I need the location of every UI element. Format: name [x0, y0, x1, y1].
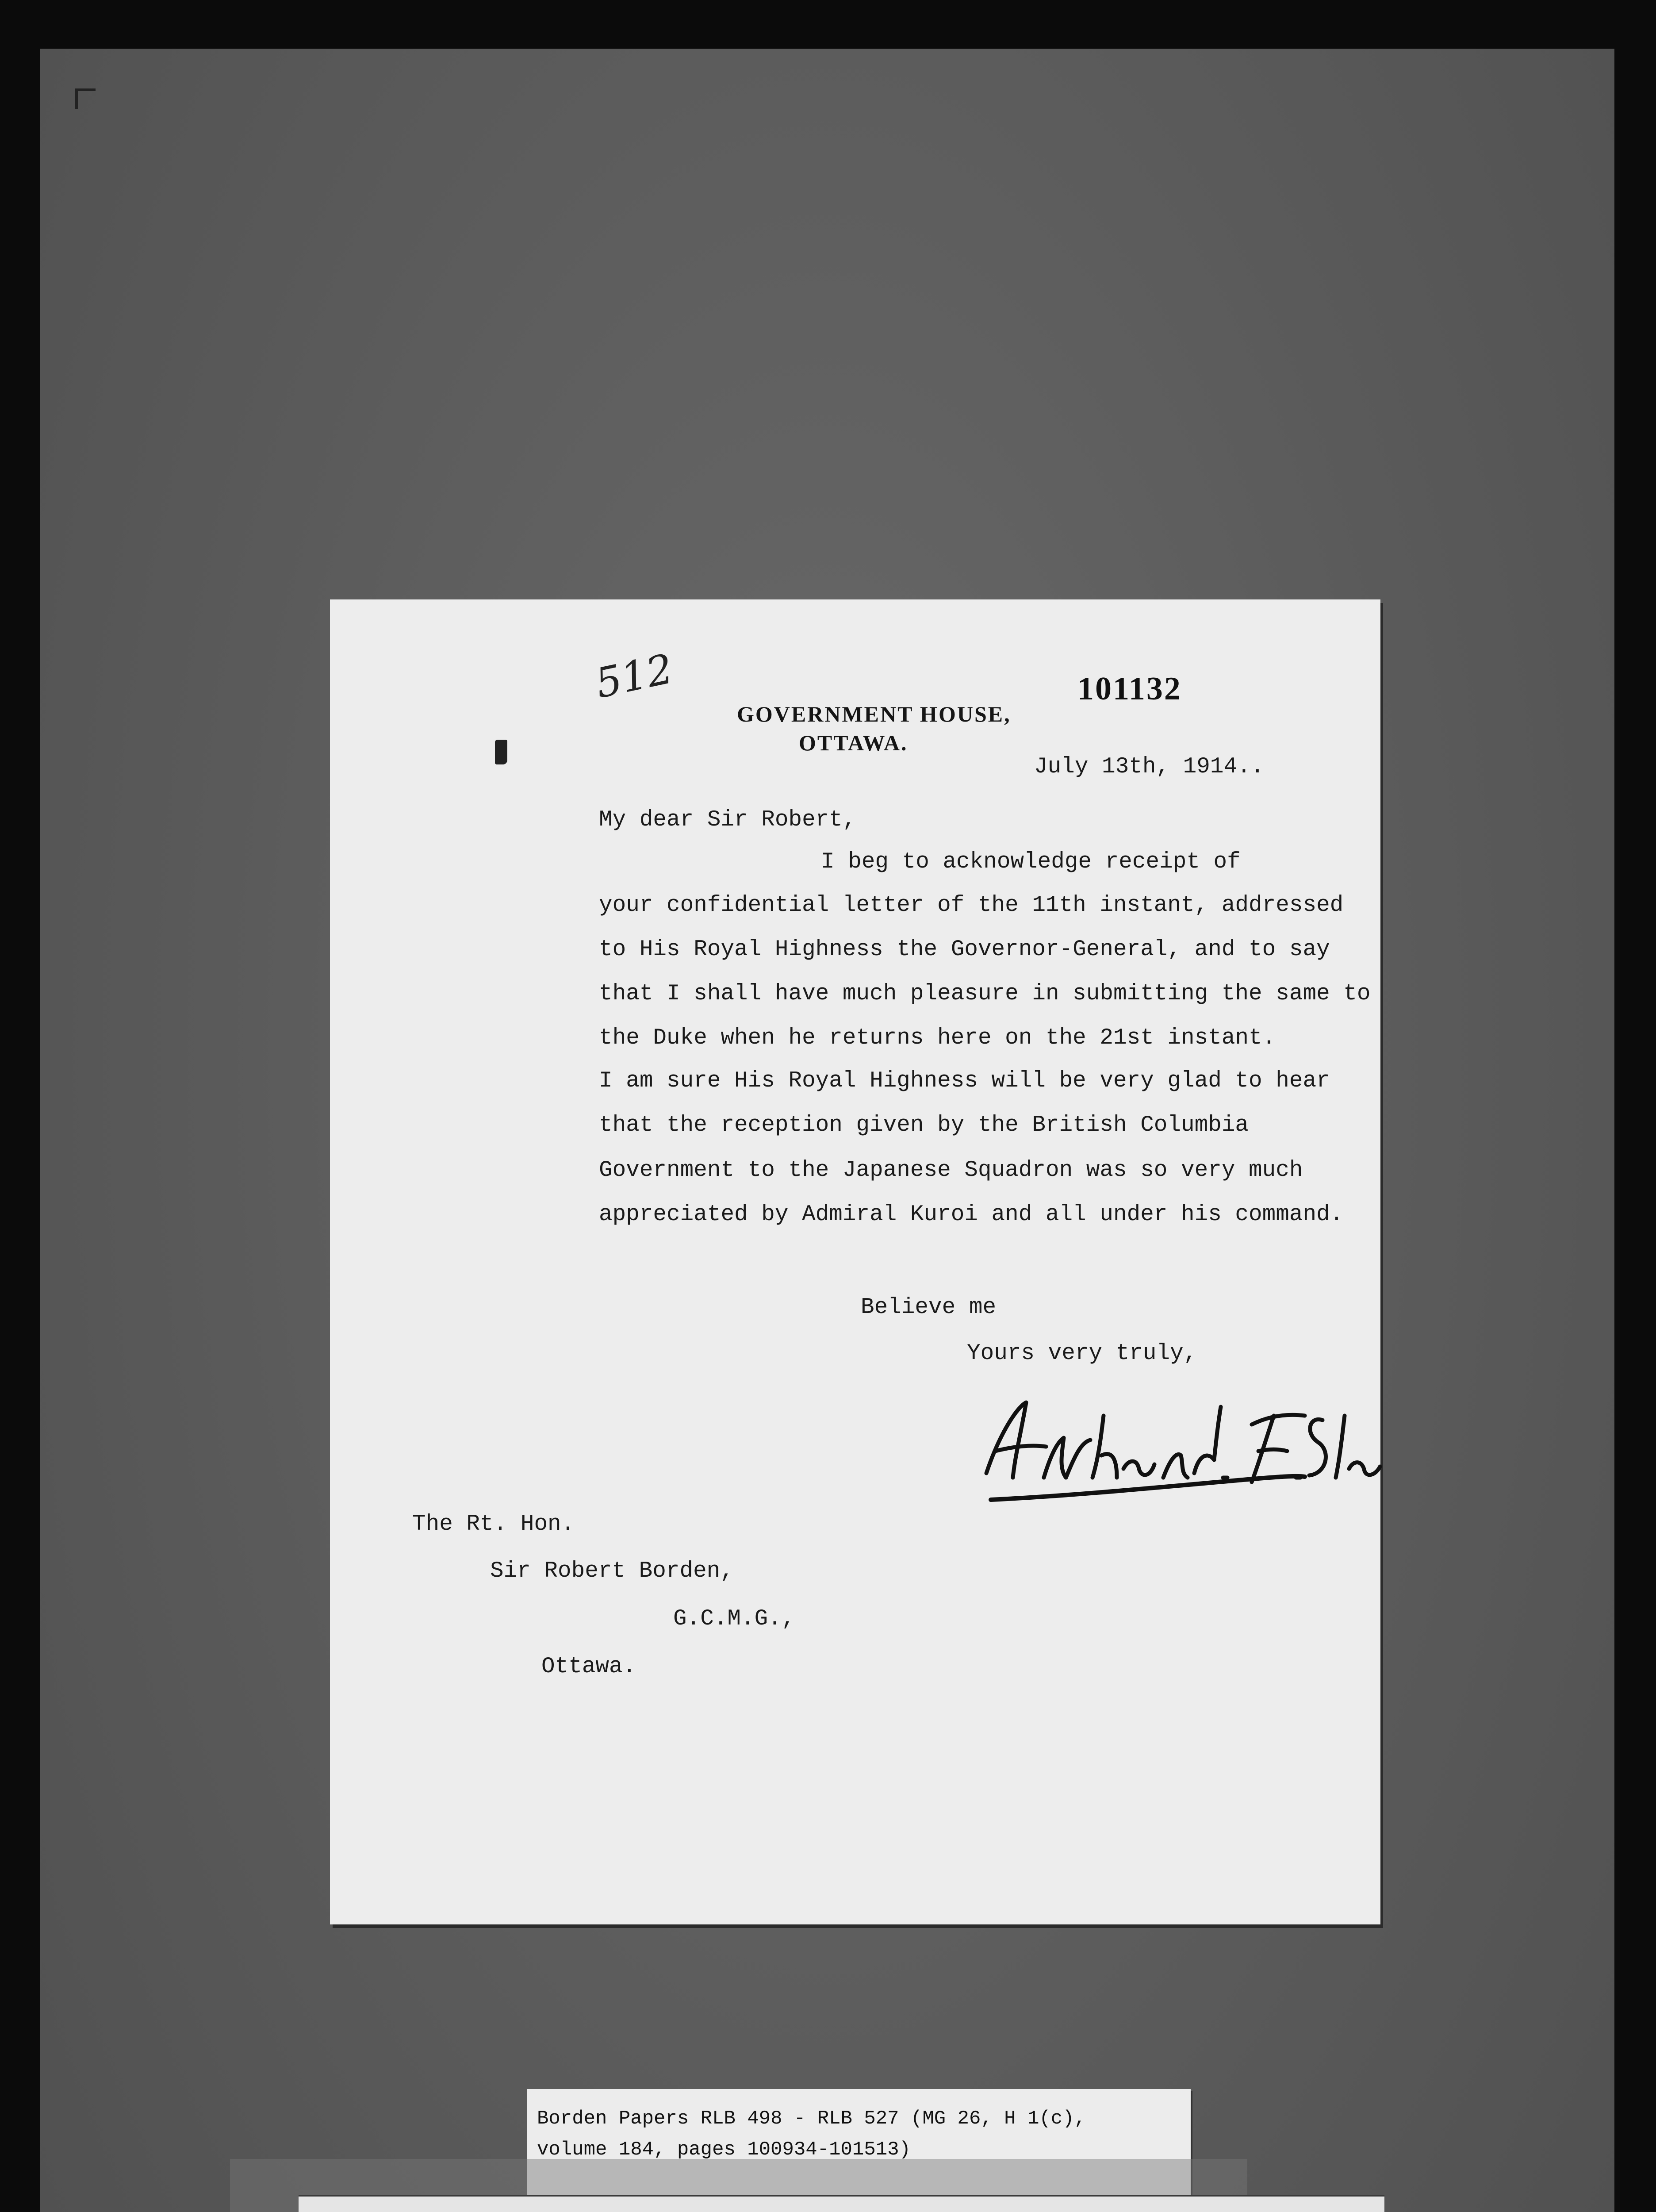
closing-yours-truly: Yours very truly, — [967, 1341, 1197, 1366]
body-line-3: to His Royal Highness the Governor-General, and to say — [599, 937, 1330, 962]
letterhead-line-1: GOVERNMENT HOUSE, — [737, 702, 1011, 726]
salutation: My dear Sir Robert, — [599, 807, 856, 833]
body-line-7: that the reception given by the British Columbia — [599, 1113, 1249, 1138]
body-line-4: that I shall have much pleasure in submitting the same to — [599, 981, 1371, 1006]
body-line-1: I beg to acknowledge receipt of — [821, 849, 1241, 875]
recipient-line-3: G.C.M.G., — [673, 1606, 795, 1632]
closing-believe-me: Believe me — [861, 1295, 997, 1320]
recipient-line-2: Sir Robert Borden, — [490, 1559, 734, 1584]
body-line-9: appreciated by Admiral Kuroi and all under his command. — [599, 1202, 1344, 1227]
document-number: 101132 — [1077, 671, 1182, 707]
paper-clip-mark — [495, 740, 507, 764]
frame-corner-mark — [75, 88, 96, 109]
body-line-5: the Duke when he returns here on the 21st instant. — [599, 1025, 1276, 1051]
reference-label-line-1: Borden Papers RLB 498 - RLB 527 (MG 26, H 1(c), — [537, 2108, 1086, 2130]
archive-stamp-card — [299, 2197, 1384, 2212]
recipient-line-4: Ottawa. — [541, 1654, 636, 1679]
handwritten-signature — [969, 1367, 1384, 1513]
folio-number: 512 — [591, 645, 677, 708]
letterhead-line-2: OTTAWA. — [799, 730, 908, 755]
recipient-line-1: The Rt. Hon. — [412, 1512, 575, 1537]
letter-date: July 13th, 1914.. — [1034, 754, 1265, 780]
letter-sheet — [330, 599, 1380, 1924]
body-line-2: your confidential letter of the 11th instant, addressed — [599, 893, 1344, 918]
body-line-8: Government to the Japanese Squadron was so very much — [599, 1158, 1303, 1183]
reference-label-line-2: volume 184, pages 100934-101513) — [537, 2139, 911, 2161]
body-line-6: I am sure His Royal Highness will be very glad to hear — [599, 1068, 1330, 1094]
